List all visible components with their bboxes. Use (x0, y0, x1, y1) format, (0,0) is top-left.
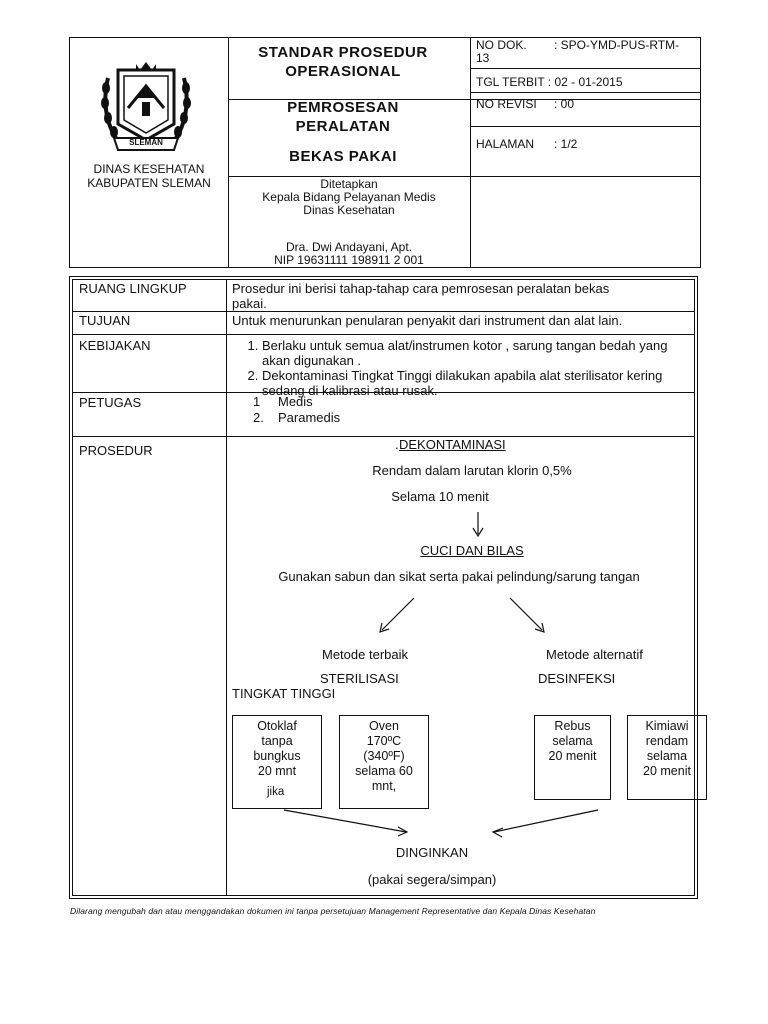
signer-nip: NIP 19631111 198911 2 001 (274, 253, 424, 267)
step-dinginkan: DINGINKAN (395, 845, 469, 860)
row-divider-2 (72, 334, 695, 335)
kebijakan-item: 1. Berlaku untuk semua alat/instrumen kotor , sarung tangan bedah yang akan digunakan . (262, 338, 670, 368)
kebijakan-item: 2. Dekontaminasi Tingkat Tinggi dilakukan apabila alat sterilisator kering sedang di kalibrasi atau rusak. (262, 368, 670, 398)
petugas-item-medis: Medis (278, 394, 313, 409)
ditetapkan-label: Ditetapkan (320, 177, 378, 191)
header-divider-right2 (470, 92, 701, 93)
row-divider-1 (72, 311, 695, 312)
petugas-number-1: 1 (253, 394, 261, 409)
ruang-lingkup-text1: Prosedur ini berisi tahap-tahap cara pemrosesan peralatan bekas (232, 281, 610, 296)
doc-title-line3: BEKAS PAKAI (289, 148, 397, 165)
rebus-line3: 20 menit (548, 749, 597, 763)
sop-title-line2: OPERASIONAL (285, 63, 401, 80)
converge-arrows-icon (280, 806, 610, 840)
org-name-line1: DINAS KESEHATAN (93, 162, 205, 176)
otoklaf-line5: jika (267, 786, 285, 798)
oven-line1: Oven (369, 719, 399, 733)
dinas-kesehatan: Dinas Kesehatan (303, 203, 395, 217)
logo-banner-text: SLEMAN (129, 138, 163, 147)
halaman-value: : 1/2 (554, 137, 578, 151)
petugas-item-paramedis: Paramedis (278, 410, 341, 425)
step-dekontaminasi: DEKONTAMINASI (399, 437, 506, 452)
metode-terbaik: Metode terbaik (322, 647, 408, 662)
kimiawi-line2: rendam (645, 734, 689, 748)
kepala-bidang: Kepala Bidang Pelayanan Medis (262, 190, 436, 204)
dekontaminasi-dot: . (395, 437, 399, 452)
no-dok-label: NO DOK. (476, 38, 527, 52)
step-selama-10-menit: Selama 10 menit (391, 489, 489, 504)
step-gunakan-sabun: Gunakan sabun dan sikat serta pakai pelindung/sarung tangan (278, 569, 640, 584)
otoklaf-line3: bungkus (253, 749, 301, 763)
body-divider-v (226, 279, 227, 896)
no-dok-value-cont: 13 (476, 51, 490, 65)
petugas-label: PETUGAS (79, 395, 142, 410)
tujuan-text: Untuk menurunkan penularan penyakit dari instrument dan alat lain. (232, 313, 623, 328)
kimiawi-line1: Kimiawi (645, 719, 689, 733)
kebijakan-label: KEBIJAKAN (79, 338, 151, 353)
petugas-number-2: 2. (253, 410, 264, 425)
oven-line4: selama 60 (355, 764, 413, 778)
tgl-terbit: TGL TERBIT : 02 - 01-2015 (476, 75, 623, 89)
label-sterilisasi: STERILISASI (320, 671, 399, 686)
method-box-otoklaf (232, 715, 322, 809)
metode-alternatif: Metode alternatif (546, 647, 643, 662)
sop-title-line1: STANDAR PROSEDUR (258, 44, 428, 61)
kebijakan-list (230, 338, 670, 398)
doc-title-line2: PERALATAN (295, 118, 391, 135)
ruang-lingkup-label: RUANG LINGKUP (79, 281, 187, 296)
rebus-line1: Rebus (554, 719, 591, 733)
header-divider-right1 (470, 68, 701, 69)
kimiawi-line3: selama (646, 749, 688, 763)
header-divider-right3 (470, 126, 701, 127)
header-divider-v2 (470, 37, 471, 268)
no-revisi-label: NO REVISI (476, 97, 537, 111)
step-pakai-segera: (pakai segera/simpan) (367, 872, 497, 887)
step-rendam: Rendam dalam larutan klorin 0,5% (372, 463, 572, 478)
row-divider-4 (72, 436, 695, 437)
otoklaf-line4: 20 mnt (257, 764, 297, 778)
signer-name: Dra. Dwi Andayani, Apt. (285, 240, 413, 254)
label-tingkat-tinggi: TINGKAT TINGGI (232, 686, 336, 701)
otoklaf-line1: Otoklaf (257, 719, 297, 733)
oven-line2: 170ºC (366, 734, 402, 748)
otoklaf-line2: tanpa (261, 734, 293, 748)
branch-arrows-icon (370, 592, 550, 636)
ruang-lingkup-text2: pakai. (232, 296, 267, 311)
step-cuci-bilas: CUCI DAN BILAS (420, 543, 524, 558)
footer-disclaimer: Dilarang mengubah dan atau menggandakan dokumen ini tanpa persetujuan Management Representative dan Kepala Dinas Kesehatan (70, 906, 596, 916)
rebus-line2: selama (552, 734, 593, 748)
method-box-kimiawi (627, 715, 707, 800)
halaman-label: HALAMAN (476, 137, 535, 151)
method-box-rebus (534, 715, 611, 800)
org-name-line2: KABUPATEN SLEMAN (87, 176, 211, 190)
prosedur-label: PROSEDUR (79, 443, 153, 458)
label-desinfeksi: DESINFEKSI (538, 671, 616, 686)
arrow-down-icon (470, 512, 486, 538)
kimiawi-line4: 20 menit (643, 764, 691, 778)
doc-title-line1: PEMROSESAN (287, 99, 399, 116)
no-revisi-value: : 00 (554, 97, 575, 111)
method-box-oven (339, 715, 429, 809)
tujuan-label: TUJUAN (79, 313, 131, 328)
oven-line5: mnt, (371, 779, 397, 793)
no-dok-value: : SPO-YMD-PUS-RTM- (554, 38, 680, 52)
oven-line3: (340ºF) (363, 749, 405, 763)
